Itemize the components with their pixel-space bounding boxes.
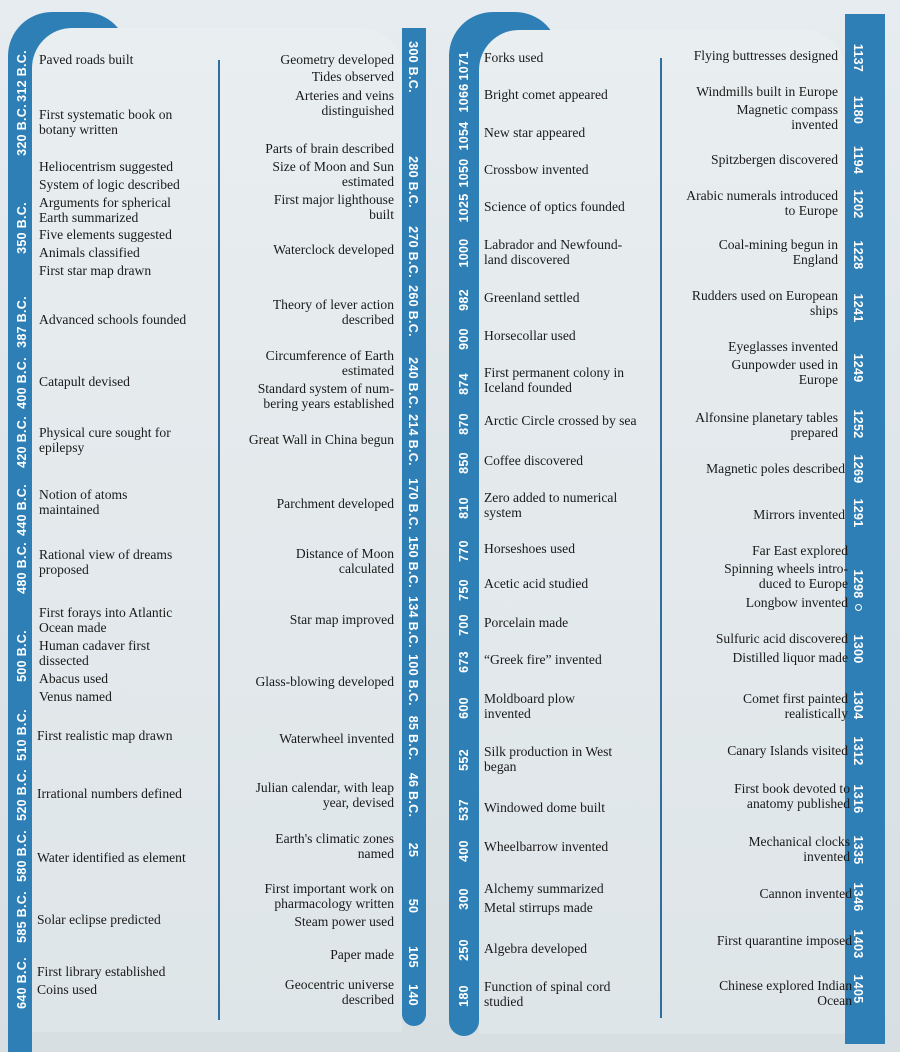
event-text: Cannon invented [759,886,852,901]
event-text: Advanced schools founded [39,312,187,327]
event-text: First star map drawn [39,263,152,278]
timeline-marker-dot [855,604,862,611]
event-text: Star map improved [289,612,394,627]
event-text: Abacus used [39,671,109,686]
event-text: New star appeared [484,125,586,140]
event-text: Tides observed [311,69,394,84]
event-text: Glass-blowing developed [255,674,394,689]
event-text: Sulfuric acid discovered [715,631,848,646]
event-text: Theory of lever action described [272,297,394,327]
event-text: Waterclock developed [273,242,394,257]
event-text: Catapult devised [39,374,130,389]
event-text: Gunpowder used in Europe [731,357,838,387]
event-text: Rudders used on European ships [691,288,838,318]
event-text: Spitzbergen discovered [711,152,838,167]
timeline-spread: 312 B.C. 320 B.C. 350 B.C. 387 B.C. 400 B.C. 420 B.C. 440 B.C. 480 B.C. 500 B.C. 510 B.C. 520 B.C. 580 B.C. 585 B.C. 640 B.C. Paved roads built First systematic book on botany written Heliocentrism suggested System of logic described Arguments for spherical Earth summarized Five elements suggested Animals classified First star map drawn Advanced schools founded Catapult devised Physical cure sought for epilepsy Notion of atoms maintained Rational view of dreams proposed First forays into Atlantic Ocean made Human cadaver first dissected Abacus used Venus named First realistic map drawn Irrational numbers defined Water identified as element Solar eclipse predicted First library established Coins used 300 B.C. 280 B.C. 270 B.C. 260 B.C. 240 B.C. 214 B.C. 170 B.C. 150 B.C. 134 B.C. 100 B.C. 85 B.C. 46 B.C. 25 50 105 140 Geometry developed Tides observed Arteries and veins distinguished Parts of brain described Size of Moon and Sun estimated First major lighthouse built Waterclock developed Theory of lever action described Circumference of Earth estimated Standard system of num- bering years established Great Wall in China begun Parchment developed Distance of Moon calculated Star map improved Glass-blowing developed Waterwheel invented Julian calendar, with leap year, devised Earth's climatic zones named First important work on pharmacology written Steam power used Paper made Geocentric universe described 1071 1066 1054 1050 1025 1000 982 900 874 870 850 810 770 750 700 673 600 552 537 400 300 250 180 Forks used Bright comet appeared New star appeared Crossbow invented Science of optics founded Labrador and Newfound- land discovered Greenland settled Horsecollar used First permanent colony in Iceland founded Arctic Circle crossed by sea Coffee discovered Zero added to numerical system Horseshoes used Acetic acid studied Porcelain made “Greek fire” invented Moldboard plow invented Silk production in West began Windowed dome built Wheelbarrow invented Alchemy summarized Metal stirrups made Algebra developed Function of spinal cord studied 1137 1180 1194 1202 1228 1241 1249 1252 1269 1291 1298 1300 1304 1312 1316 1335 1346 1403 1405 Flying buttresses designed Windmills built in Europe Magnetic compass invented Spitzbergen discovered Arabic numerals introduced to Europe Coal-mining begun in England Rudders used on European ships Eyeglasses invented Gunpowder used in Europe Alfonsine planetary tables prepared Magnetic poles described Mirrors invented Far East explored Spinning wheels intro- duced to Europe Longbow invented Sulfuric acid discovered Distilled liquor made Comet first painted realistically Canary Islands visited First book devoted to anatomy published Mechanical clocks invented Cannon invented First quarantine imposed Chinese explored Indian Ocean [0,0,900,1052]
event-text: Far East explored [752,543,848,558]
event-text: Flying buttresses designed [693,48,838,63]
event-text: Physical cure sought for epilepsy [39,425,171,455]
event-text: Animals classified [39,245,140,260]
event-text: Horseshoes used [484,541,575,556]
event-text: First permanent colony in Iceland founded [484,365,625,395]
event-text: Solar eclipse predicted [37,912,161,927]
event-text: Magnetic compass invented [736,102,838,132]
event-text: Moldboard plow invented [484,691,575,721]
event-text: Comet first painted realistically [743,691,848,721]
event-text: Horsecollar used [484,328,576,343]
event-text: First forays into Atlantic Ocean made [39,605,173,635]
event-text: Labrador and Newfound- land discovered [484,237,623,267]
event-text: Water identified as element [37,850,186,865]
event-text: Steam power used [294,914,394,929]
event-text: Circumference of Earth estimated [265,348,394,378]
event-text: Heliocentrism suggested [39,159,174,174]
event-text: Bright comet appeared [484,87,608,102]
event-text: First systematic book on botany written [39,107,173,137]
event-text: Wheelbarrow invented [484,839,609,854]
event-text: Coal-mining begun in England [718,237,838,267]
event-text: Longbow invented [745,595,848,610]
event-text: Alfonsine planetary tables prepared [695,410,838,440]
event-text: Venus named [39,689,112,704]
event-text: Silk production in West began [484,744,613,774]
event-text: Irrational numbers defined [37,786,182,801]
event-text: Paper made [330,947,394,962]
event-text: Distilled liquor made [732,650,848,665]
event-text: Forks used [484,50,544,65]
event-text: “Greek fire” invented [484,652,602,667]
event-text: Five elements suggested [39,227,172,242]
event-text: First important work on pharmacology written [264,881,394,911]
event-text: Earth's climatic zones named [275,831,394,861]
event-text: Geocentric universe described [284,977,394,1007]
right-column-divider [660,58,662,1018]
event-text: Coins used [37,982,98,997]
event-text: Science of optics founded [484,199,625,214]
event-text: Notion of atoms maintained [39,487,128,517]
event-text: Windowed dome built [484,800,606,815]
event-text: Standard system of num- bering years established [257,381,394,411]
event-text: Geometry developed [280,52,394,67]
event-text: Magnetic poles described [706,461,845,476]
event-text: Julian calendar, with leap year, devised [255,780,394,810]
event-text: Crossbow invented [484,162,589,177]
event-text: Size of Moon and Sun estimated [272,159,394,189]
event-text: Arabic numerals introduced to Europe [686,188,838,218]
event-text: Acetic acid studied [484,576,589,591]
event-text: Human cadaver first dissected [39,638,150,668]
event-text: Parts of brain described [265,141,394,156]
event-text: First major lighthouse built [273,192,394,222]
event-text: Eyeglasses invented [728,339,838,354]
left-column-divider [218,60,220,1020]
event-text: Paved roads built [39,52,134,67]
event-text: Spinning wheels intro- duced to Europe [724,561,848,591]
event-text: Waterwheel invented [279,731,394,746]
event-text: Chinese explored Indian Ocean [719,978,852,1008]
event-text: Mechanical clocks invented [748,834,850,864]
event-text: Distance of Moon calculated [295,546,394,576]
event-text: Windmills built in Europe [696,84,838,99]
event-text: First library established [37,964,166,979]
event-text: Metal stirrups made [484,900,593,915]
event-text: Alchemy summarized [484,881,604,896]
event-text: First book devoted to anatomy published [734,781,850,811]
event-text: Greenland settled [484,290,580,305]
event-text: First quarantine imposed [716,933,852,948]
event-text: Mirrors invented [753,507,845,522]
event-text: Parchment developed [276,496,394,511]
event-text: Porcelain made [484,615,569,630]
event-text: System of logic described [39,177,180,192]
event-text: Function of spinal cord studied [484,979,611,1009]
event-text: Arctic Circle crossed by sea [484,413,637,428]
event-text: Algebra developed [484,941,588,956]
event-text: Great Wall in China begun [248,432,394,447]
event-text: Canary Islands visited [727,743,848,758]
event-text: First realistic map drawn [37,728,173,743]
event-text: Coffee discovered [484,453,584,468]
event-text: Arteries and veins distinguished [295,88,394,118]
event-text: Zero added to numerical system [484,490,618,520]
event-text: Rational view of dreams proposed [39,547,173,577]
event-text: Arguments for spherical Earth summarized [39,195,171,225]
